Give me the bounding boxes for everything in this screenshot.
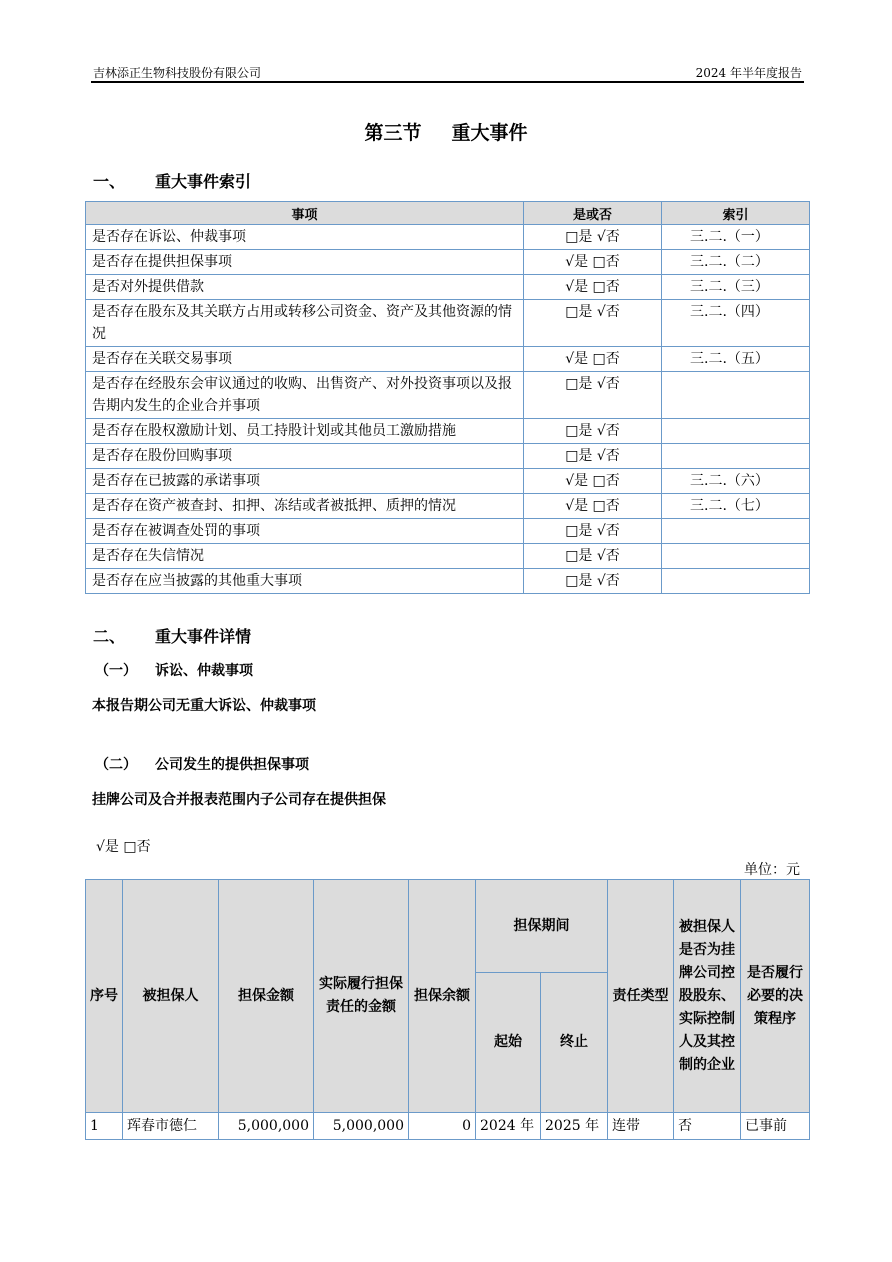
col-header-start: 起始	[476, 973, 541, 1113]
index-cell: 三.二.（七）	[662, 494, 810, 519]
sub2-title: 公司发生的提供担保事项	[155, 757, 309, 773]
index-cell: 三.二.（六）	[662, 469, 810, 494]
sub1-heading	[95, 660, 253, 680]
yes-no-cell: √是 □否	[524, 250, 662, 275]
table-row	[86, 494, 810, 519]
table-row	[86, 1113, 810, 1140]
col-header-seq: 序号	[86, 880, 123, 1113]
end-cell: 2025 年	[541, 1113, 608, 1140]
part2-heading	[93, 624, 251, 647]
yes-no-cell: □是 √否	[524, 300, 662, 347]
col-header-type: 责任类型	[608, 880, 674, 1113]
start-cell: 2024 年	[476, 1113, 541, 1140]
part2-number: 二、	[93, 627, 126, 646]
guarantee-header-row-1	[86, 880, 810, 973]
col-header-end: 终止	[541, 973, 608, 1113]
item-cell: 是否存在资产被查封、扣押、冻结或者被抵押、质押的情况	[86, 494, 524, 519]
index-table	[85, 201, 810, 594]
company-name: 吉林添正生物科技股份有限公司	[93, 66, 262, 80]
guarantee-checkbox: √是 □否	[96, 839, 151, 855]
item-cell: 是否存在提供担保事项	[86, 250, 524, 275]
report-name: 2024 年半年度报告	[695, 66, 802, 80]
actual-cell: 5,000,000	[314, 1113, 409, 1140]
section-name: 重大事件	[451, 122, 528, 144]
table-row	[86, 569, 810, 594]
table-row	[86, 225, 810, 250]
unit-label: 单位：元	[744, 862, 800, 878]
item-cell: 是否存在诉讼、仲裁事项	[86, 225, 524, 250]
index-cell: 三.二.（三）	[662, 275, 810, 300]
item-cell: 是否存在关联交易事项	[86, 347, 524, 372]
col-header-amount: 担保金额	[219, 880, 314, 1113]
sub2-number: （二）	[95, 757, 137, 773]
table-row	[86, 250, 810, 275]
index-cell	[662, 544, 810, 569]
type-cell: 连带	[608, 1113, 674, 1140]
table-row	[86, 444, 810, 469]
sub2-heading	[95, 754, 309, 774]
index-cell: 三.二.（一）	[662, 225, 810, 250]
index-cell: 三.二.（四）	[662, 300, 810, 347]
col-header-procedure: 是否履行必要的决策程序	[741, 880, 810, 1113]
col-header-balance: 担保余额	[409, 880, 476, 1113]
item-cell: 是否存在被调查处罚的事项	[86, 519, 524, 544]
table-row	[86, 372, 810, 419]
table-row	[86, 469, 810, 494]
procedure-cell: 已事前	[741, 1113, 810, 1140]
table-row	[86, 519, 810, 544]
guarantee-table	[85, 879, 810, 1140]
col-header-guaranteed: 被担保人	[123, 880, 219, 1113]
yes-no-cell: □是 √否	[524, 225, 662, 250]
sub2-text: 挂牌公司及合并报表范围内子公司存在提供担保	[92, 792, 386, 808]
yes-no-cell: □是 √否	[524, 519, 662, 544]
section-title	[0, 118, 892, 145]
yes-no-cell: □是 √否	[524, 444, 662, 469]
related-cell: 否	[674, 1113, 741, 1140]
guaranteed-cell: 珲春市德仁	[123, 1113, 219, 1140]
table-row	[86, 419, 810, 444]
sub1-title: 诉讼、仲裁事项	[155, 663, 253, 679]
col-header-yes-no: 是或否	[524, 202, 662, 225]
item-cell: 是否对外提供借款	[86, 275, 524, 300]
section-number: 第三节	[364, 122, 422, 144]
index-cell: 三.二.（五）	[662, 347, 810, 372]
col-header-period: 担保期间	[476, 880, 608, 973]
item-cell: 是否存在失信情况	[86, 544, 524, 569]
table-row	[86, 347, 810, 372]
index-cell	[662, 569, 810, 594]
col-header-index: 索引	[662, 202, 810, 225]
sub1-number: （一）	[95, 663, 137, 679]
seq-cell: 1	[86, 1113, 123, 1140]
col-header-actual: 实际履行担保责任的金额	[314, 880, 409, 1113]
sub1-text: 本报告期公司无重大诉讼、仲裁事项	[92, 698, 316, 714]
yes-no-cell: □是 √否	[524, 569, 662, 594]
index-cell: 三.二.（二）	[662, 250, 810, 275]
part1-heading	[93, 169, 251, 192]
item-cell: 是否存在股份回购事项	[86, 444, 524, 469]
amount-cell: 5,000,000	[219, 1113, 314, 1140]
item-cell: 是否存在股东及其关联方占用或转移公司资金、资产及其他资源的情况	[86, 300, 524, 347]
page-header	[91, 64, 804, 83]
yes-no-cell: √是 □否	[524, 347, 662, 372]
yes-no-cell: □是 √否	[524, 372, 662, 419]
index-cell	[662, 419, 810, 444]
col-header-item: 事项	[86, 202, 524, 225]
item-cell: 是否存在应当披露的其他重大事项	[86, 569, 524, 594]
yes-no-cell: □是 √否	[524, 544, 662, 569]
table-row	[86, 275, 810, 300]
item-cell: 是否存在经股东会审议通过的收购、出售资产、对外投资事项以及报告期内发生的企业合并事项	[86, 372, 524, 419]
balance-cell: 0	[409, 1113, 476, 1140]
index-cell	[662, 372, 810, 419]
table-row	[86, 300, 810, 347]
item-cell: 是否存在股权激励计划、员工持股计划或其他员工激励措施	[86, 419, 524, 444]
yes-no-cell: √是 □否	[524, 469, 662, 494]
part1-number: 一、	[93, 172, 126, 191]
index-table-header	[86, 202, 810, 225]
col-header-related: 被担保人是否为挂牌公司控股股东、实际控制人及其控制的企业	[674, 880, 741, 1113]
yes-no-cell: □是 √否	[524, 419, 662, 444]
part2-title: 重大事件详情	[155, 627, 252, 646]
item-cell: 是否存在已披露的承诺事项	[86, 469, 524, 494]
part1-title: 重大事件索引	[155, 172, 252, 191]
index-cell	[662, 444, 810, 469]
index-cell	[662, 519, 810, 544]
table-row	[86, 544, 810, 569]
yes-no-cell: √是 □否	[524, 275, 662, 300]
yes-no-cell: √是 □否	[524, 494, 662, 519]
